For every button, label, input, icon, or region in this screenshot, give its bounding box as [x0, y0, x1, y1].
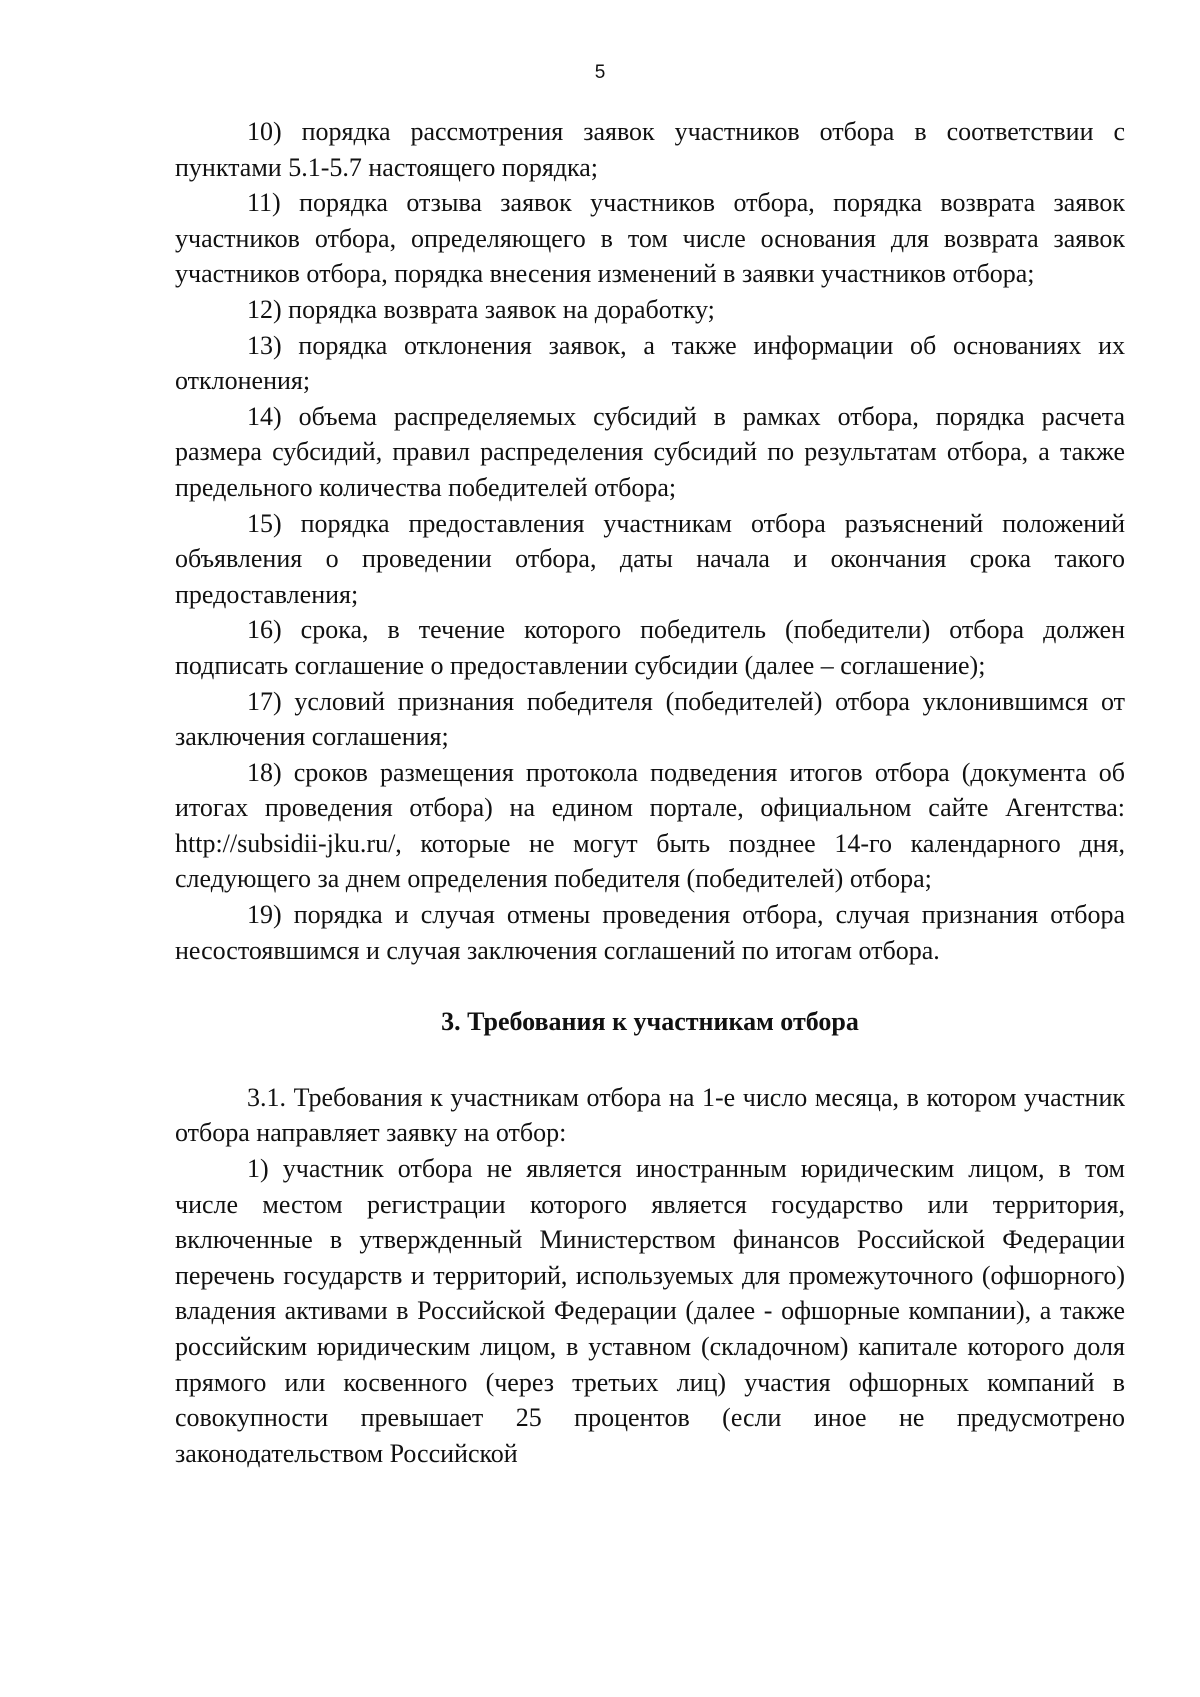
list-item-11: 11) порядка отзыва заявок участников отбора, порядка возврата заявок участников отбора, определяющего в том числе основания для возврата заявок участников отбора, порядка внесения изменений в заявки участников отбора; [175, 188, 1125, 289]
list-item-15: 15) порядка предоставления участникам отбора разъяснений положений объявления о проведении отбора, даты начала и окончания срока такого предоставления; [175, 508, 1125, 609]
section-heading: 3. Требования к участникам отбора [441, 1007, 859, 1037]
list-item-16: 16) срока, в течение которого победитель (победители) отбора должен подписать соглашение о предоставлении субсидии (далее – соглашение); [175, 615, 1125, 680]
document-body [175, 114, 1125, 1471]
list-item-18: 18) сроков размещения протокола подведения итогов отбора (документа об итогах проведения отбора) на едином портале, официальном сайте Агентства: http://subsidii-jku.ru/, которые не могут быть позднее 14-го календарного дня, следующего за днем определения победителя (победителей) отбора; [175, 757, 1125, 894]
list-item-14: 14) объема распределяемых субсидий в рамках отбора, порядка расчета размера субсидий, правил распределения субсидий по результатам отбора, а также предельного количества победителей отбора; [175, 401, 1125, 502]
section-paragraph-3-1: 3.1. Требования к участникам отбора на 1-е число месяца, в котором участник отбора направляет заявку на отбор: [175, 1082, 1125, 1148]
list-item-13: 13) порядка отклонения заявок, а также информации об основаниях их отклонения; [175, 330, 1125, 396]
list-item-17: 17) условий признания победителя (победителей) отбора уклонившимся от заключения соглашения; [175, 686, 1125, 752]
page-number: 5 [594, 62, 606, 83]
list-item-12: 12) порядка возврата заявок на доработку; [247, 294, 715, 324]
list-item-19: 19) порядка и случая отмены проведения отбора, случая признания отбора несостоявшимся и случая заключения соглашений по итогам отбора. [175, 900, 1125, 965]
section-paragraph-3-1-1: 1) участник отбора не является иностранным юридическим лицом, в том числе местом регистрации которого является государство или территория, включенные в утвержденный Министерством финансов Российской Федерации перечень государств и территорий, используемых для промежуточного (офшорного) владения активами в Российской Федерации (далее - офшорные компании), а также российским юридическим лицом, в уставном (складочном) капитале которого доля прямого или косвенного (через третьих лиц) участия офшорных компаний в совокупности превышает 25 процентов (если иное не предусмотрено законодательством Российской [175, 1154, 1125, 1468]
list-item-10: 10) порядка рассмотрения заявок участников отбора в соответствии с пунктами 5.1-5.7 настоящего порядка; [175, 117, 1125, 182]
